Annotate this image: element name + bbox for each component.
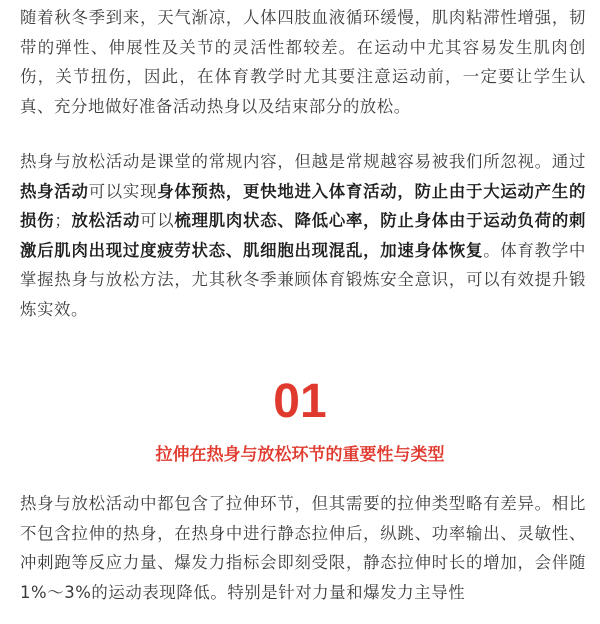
bold-warmup-benefits: 身体预热，更快地进入体育活动，防止由于大运动产生的损伤 [20, 181, 586, 231]
text-segment: 可以实现 [88, 181, 158, 201]
text-segment: 可以 [140, 211, 175, 231]
text-segment: 。体育教学中掌握热身与放松方法，尤其秋冬季兼顾体育锻炼安全意识，可以有效提升锻炼实效。 [20, 240, 586, 319]
intro-paragraph: 随着秋冬季到来，天气渐凉，人体四肢血液循环缓慢，肌肉粘滞性增强，韧带的弹性、伸展性及关节的灵活性都较差。在运动中尤其容易发生肌肉创伤，关节扭伤，因此，在体育教学时尤其要注意运动前，一定要让学生认真、充分地做好准备活动热身以及结束部分的放松。 [20, 8, 586, 116]
text-segment: 热身与放松活动是课堂的常规内容，但越是常规越容易被我们所忽视。通过 [20, 152, 586, 171]
bold-warmup-activity: 热身活动 [20, 181, 89, 201]
stretching-paragraph: 热身与放松活动中都包含了拉伸环节，但其需要的拉伸类型略有差异。相比不包含拉伸的热身，在热身中进行静态拉伸后，纵跳、功率输出、灵敏性、冲刺跑等反应力量、爆发力指标会即刻受限，静态拉伸时长的增加，会伴随1%～3%的运动表现降低。特别是针对力量和爆发力主导性 [20, 494, 586, 602]
section-title: 拉伸在热身与放松环节的重要性与类型 [155, 445, 445, 465]
text-segment: ； [54, 211, 72, 231]
bold-cooldown-activity: 放松活动 [71, 211, 141, 231]
section-number: 01 [273, 375, 327, 428]
bold-cooldown-benefits: 梳理肌肉状态、降低心率，防止身体由于运动负荷的刺激后肌肉出现过度疲劳状态、肌细胞出现混乱，加速身体恢复 [20, 211, 586, 260]
warmup-cooldown-paragraph [20, 147, 586, 325]
